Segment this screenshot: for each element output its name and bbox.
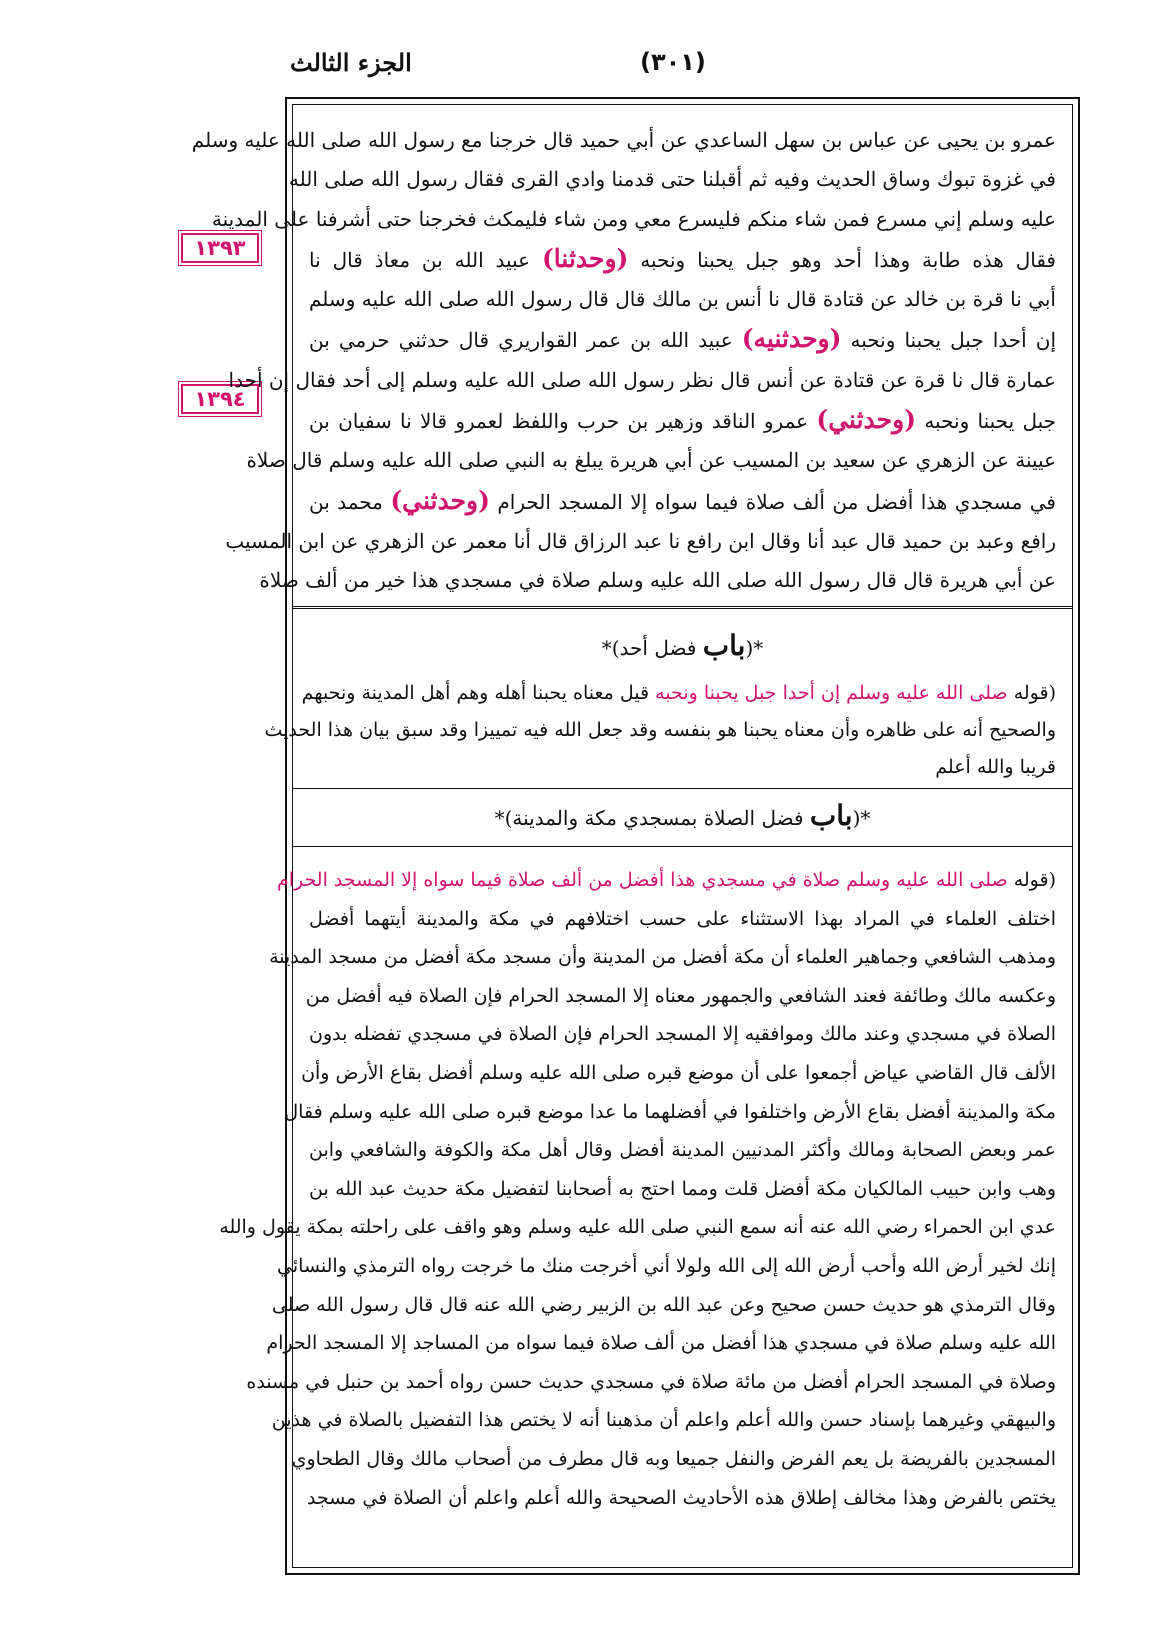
text-line <box>291 1440 1056 1479</box>
text-run: عبيد الله بن معاذ قال نا <box>309 247 542 272</box>
quoted-matn: صلى الله عليه وسلم صلاة في مسجدي هذا أفضل من ألف صلاة فيما سواه إلا المسجد الحرام <box>277 869 1008 891</box>
narration-keyword: (وحدثني) <box>816 405 917 435</box>
text-run: وصلاة في المسجد الحرام أفضل من مائة صلاة في مسجدي حديث حسن رواه أحمد بن حنبل في مسنده <box>246 1370 1056 1393</box>
heading-bab-word: باب <box>702 629 746 662</box>
text-run: إن أحدا جبل يحبنا ونحبه <box>841 328 1056 353</box>
heading-prefix: *( <box>852 806 871 830</box>
text-run: جبل يحبنا ونحبه <box>916 409 1056 434</box>
chapter-heading <box>293 799 1072 832</box>
text-line <box>284 1093 1056 1132</box>
margin-hadith-number: ١٣٩٣ <box>181 233 259 263</box>
text-line <box>219 1208 1056 1247</box>
text-line <box>301 1054 1056 1093</box>
commentary-section <box>219 847 1072 1567</box>
text-line <box>288 160 1056 199</box>
text-line <box>301 675 1056 712</box>
text-run: عليه وسلم إني مسرع فمن شاء منكم فليسرع معي ومن شاء فليمكث فخرجنا حتى أشرفنا على المدينة <box>211 206 1056 231</box>
text-line <box>309 280 1056 319</box>
text-line <box>306 1479 1056 1518</box>
text-line <box>246 441 1056 480</box>
bab-commentary <box>264 675 1056 786</box>
text-run: عمارة قال نا قرة عن قتادة عن أنس قال نظر رسول الله صلى الله عليه وسلم إلى أحد فقال إن أحدا <box>228 367 1056 392</box>
text-line <box>309 900 1056 939</box>
text-run: عمرو الناقد وزهير بن حرب واللفظ لعمرو قالا نا سفيان بن <box>309 409 817 434</box>
text-run: يختص بالفرض وهذا مخالف إطلاق هذه الأحاديث الصحيحة والله أعلم واعلم أن الصلاة في مسجد <box>306 1486 1056 1509</box>
text-run: ومذهب الشافعي وجماهير العلماء أن مكة أفضل من المدينة وأن مسجد مكة أفضل من مسجد المدينة <box>269 946 1056 969</box>
bab-fadl-uhud <box>264 615 1072 789</box>
text-line <box>266 1324 1056 1363</box>
text-run: (قوله <box>1007 869 1056 891</box>
text-line <box>269 938 1056 977</box>
text-run: قريبا والله أعلم <box>935 756 1056 778</box>
text-line <box>309 400 1056 441</box>
text-run: فقال هذه طابة وهذا أحد وهو جبل يحبنا ونحبه <box>628 247 1056 272</box>
text-line <box>309 1131 1056 1170</box>
text-run: في غزوة تبوك وساق الحديث وفيه ثم أقبلنا حتى قدمنا وادي القرى فقال رسول الله صلى الله <box>288 167 1056 192</box>
text-run: محمد بن <box>309 489 391 514</box>
page-number: (٣٠١) <box>640 48 706 76</box>
running-head-volume: الجزء الثالث <box>290 48 412 77</box>
heading-prefix: *( <box>745 636 764 660</box>
text-run: عدي ابن الحمراء رضي الله عنه أنه سمع النبي صلى الله عليه وسلم وهو واقف على راحلته بمكة يقول والله <box>219 1216 1056 1239</box>
text-line <box>309 239 1056 280</box>
margin-hadith-number: ١٣٩٤ <box>181 384 259 414</box>
text-run: وعكسه مالك وطائفة فعند الشافعي والجمهور معناه إلا المسجد الحرام فإن الصلاة فيه أفضل من <box>305 984 1056 1007</box>
text-line <box>309 1170 1056 1209</box>
heading-title: فضل الصلاة بمسجدي مكة والمدينة)* <box>494 806 810 830</box>
text-line <box>309 481 1056 522</box>
text-line <box>264 712 1056 749</box>
text-line <box>309 749 1056 786</box>
text-run: والبيهقي وغيرهما بإسناد حسن والله أعلم واعلم أن مذهبنا أنه لا يختص هذا التفضيل بالصلاة في هذين <box>271 1409 1056 1432</box>
text-line <box>305 977 1056 1016</box>
text-run: الله عليه وسلم صلاة في مسجدي هذا أفضل من ألف صلاة فيما سواه من المساجد إلا المسجد الحرام <box>266 1332 1056 1355</box>
text-run: (قوله <box>1007 682 1056 704</box>
text-run: الصلاة في مسجدي وعند مالك وموافقيه إلا المسجد الحرام فإن الصلاة في مسجدي تفضله بدون <box>309 1023 1056 1046</box>
heading-bab-word: باب <box>809 799 853 832</box>
text-run: وهب وابن حبيب المالكيان مكة أفضل قلت ومما احتج به أصحابنا لتفضيل مكة حديث عبد الله بن <box>309 1177 1056 1200</box>
text-run: عبيد الله بن عمر القواريري قال حدثني حرمي بن <box>309 328 742 353</box>
text-run: عمر وبعض الصحابة ومالك وأكثر المدنيين المدينة أفضل وقال أهل مكة والكوفة والشافعي وابن <box>309 1139 1056 1162</box>
text-run: المسجدين بالفريضة بل يعم الفرض والنفل جميعا وبه قال مطرف من أصحاب مالك وقال الطحاوي <box>291 1447 1056 1470</box>
chapter-heading <box>293 629 1072 662</box>
text-line <box>228 361 1056 400</box>
text-line <box>277 861 1056 900</box>
text-line <box>191 121 1056 160</box>
text-run: أبي نا قرة بن خالد عن قتادة قال نا أنس بن مالك قال قال رسول الله صلى الله عليه وسلم <box>309 287 1056 312</box>
text-run: في مسجدي هذا أفضل من ألف صلاة فيما سواه إلا المسجد الحرام <box>489 489 1056 514</box>
text-line <box>309 1015 1056 1054</box>
commentary-text <box>219 861 1056 1517</box>
text-run: عمرو بن يحيى عن عباس بن سهل الساعدي عن أبي حميد قال خرجنا مع رسول الله صلى الله عليه وسلم <box>191 128 1056 152</box>
text-run: اختلف العلماء في المراد بهذا الاستثناء على حسب اختلافهم في مكة والمدينة أيتهما أفضل <box>309 907 1056 930</box>
bab-fadl-salah <box>293 789 1072 847</box>
text-line <box>211 200 1056 239</box>
text-run: إنك لخير أرض الله وأحب أرض الله إلى الله ولولا أني أخرجت منك ما خرجت رواه الترمذي والنسائي <box>277 1254 1056 1277</box>
text-line <box>277 1247 1056 1286</box>
narration-keyword: (وحدثنا) <box>541 243 629 273</box>
heading-title: فضل أحد)* <box>601 636 703 660</box>
text-line <box>271 1286 1056 1325</box>
text-line <box>246 1363 1056 1402</box>
text-run: والصحيح أنه على ظاهره وأن معناه يحبنا هو بنفسه وقد جعل الله فيه تمييزا وقد سبق بيان هذا الحديث <box>264 719 1056 741</box>
text-run: عيينة عن الزهري عن سعيد بن المسيب عن أبي هريرة يبلغ به النبي صلى الله عليه وسلم قال صلاة <box>246 448 1056 473</box>
narration-keyword: (وحدثنيه) <box>741 324 842 354</box>
text-run: رافع وعبد بن حميد قال عبد أنا وقال ابن رافع نا عبد الرزاق قال أنا معمر عن الزهري عن ابن المسيب <box>225 528 1056 553</box>
text-line <box>225 522 1056 561</box>
text-line <box>271 1401 1056 1440</box>
text-line <box>259 561 1056 600</box>
narration-keyword: (وحدثني) <box>390 485 490 515</box>
text-run: عن أبي هريرة قال قال رسول الله صلى الله عليه وسلم صلاة في مسجدي هذا خير من ألف صلاة <box>259 568 1056 593</box>
quoted-matn: صلى الله عليه وسلم إن أحدا جبل يحبنا ونحبه <box>655 682 1008 704</box>
text-run: مكة والمدينة أفضل بقاع الأرض واختلفوا في أفضلهما ما عدا موضع قبره صلى الله عليه وسلم فقال <box>284 1100 1056 1123</box>
text-line <box>309 319 1056 360</box>
text-run: الألف قال القاضي عياض أجمعوا على أن موضع قبره صلى الله عليه وسلم أفضل بقاع الأرض وأن <box>301 1061 1056 1084</box>
text-run: وقال الترمذي هو حديث حسن صحيح وعن عبد الله بن الزبير رضي الله عنه قال قال رسول الله صلى <box>271 1293 1056 1316</box>
text-run: قيل معناه يحبنا أهله وهم أهل المدينة ونحبهم <box>301 682 656 704</box>
